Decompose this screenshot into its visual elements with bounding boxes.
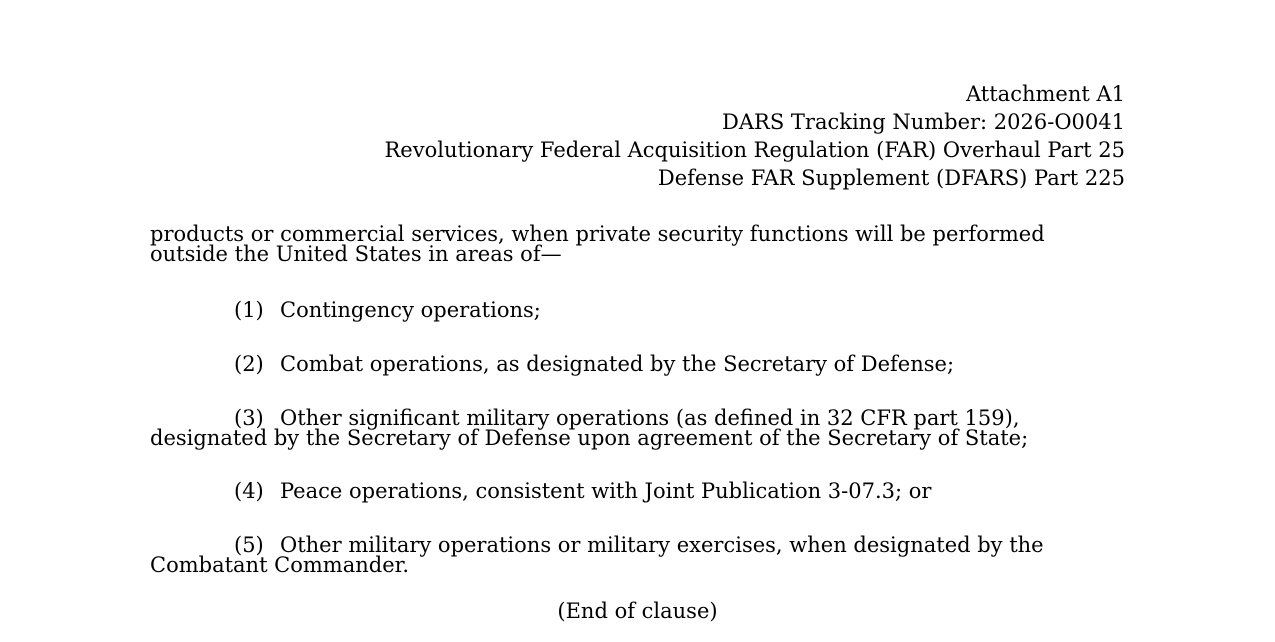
end-of-clause: (End of clause) — [557, 599, 718, 623]
document-header — [145, 80, 1125, 192]
list-item-text: Peace operations, consistent with Joint Publication 3-07.3; or — [280, 479, 932, 503]
far-overhaul-part: Revolutionary Federal Acquisition Regulation (FAR) Overhaul Part 25 — [384, 138, 1125, 162]
list-item-text-continued: designated by the Secretary of Defense upon agreement of the Secretary of State; — [150, 426, 1029, 450]
tracking-number: DARS Tracking Number: 2026-O0041 — [722, 110, 1125, 134]
list-item-text-continued: Combatant Commander. — [150, 553, 410, 577]
clause-body — [150, 224, 1125, 609]
dfars-part: Defense FAR Supplement (DFARS) Part 225 — [657, 166, 1125, 190]
intro-line-1: products or commercial services, when private security functions will be performed — [150, 222, 1045, 246]
list-item — [150, 300, 1125, 320]
list-item-text: Other military operations or military exercises, when designated by the — [280, 533, 1044, 557]
list-item — [150, 408, 1125, 448]
list-item — [150, 354, 1125, 374]
list-item-number: (3) — [234, 406, 264, 430]
list-item-text: Combat operations, as designated by the Secretary of Defense; — [280, 352, 955, 376]
list-item — [150, 481, 1125, 501]
list-item — [150, 535, 1125, 575]
list-item-number: (4) — [234, 479, 264, 503]
intro-paragraph — [150, 224, 1125, 264]
list-item-number: (1) — [234, 298, 264, 322]
attachment-label: Attachment A1 — [966, 82, 1125, 106]
list-item-text: Contingency operations; — [280, 298, 541, 322]
list-item-text: Other significant military operations (as defined in 32 CFR part 159), — [280, 406, 1020, 430]
intro-line-2: outside the United States in areas of— — [150, 242, 562, 266]
list-item-number: (5) — [234, 533, 264, 557]
list-item-number: (2) — [234, 352, 264, 376]
